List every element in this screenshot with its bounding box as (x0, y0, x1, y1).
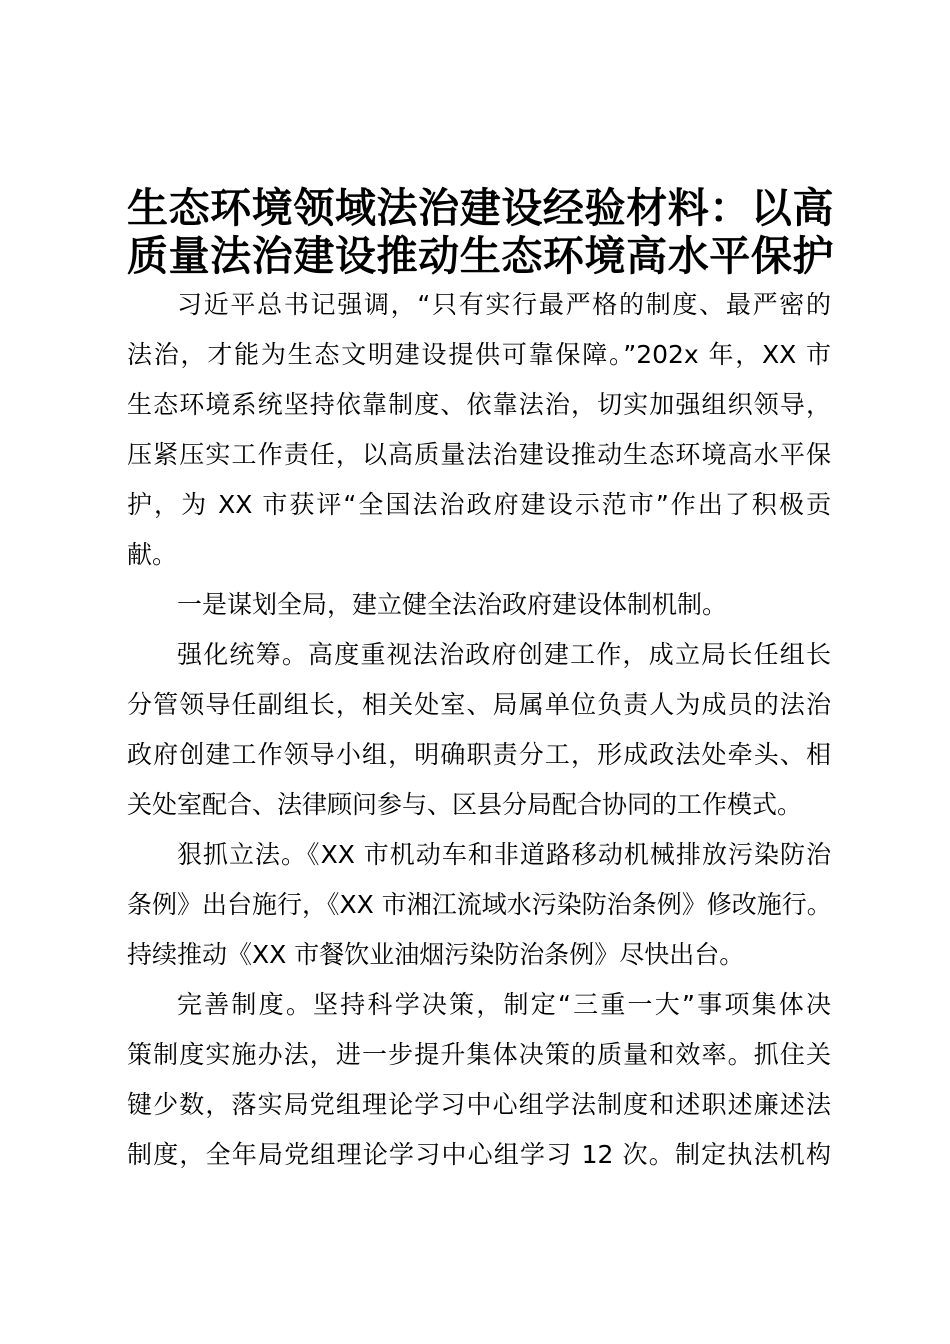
text-line: 生态环境系统坚持依靠制度、依靠法治，切实加强组织领导， (127, 390, 831, 419)
paragraph-section-heading (127, 580, 831, 630)
paragraph-intro (127, 280, 831, 580)
text-line: 献。 (127, 540, 178, 569)
text-line: 键少数，落实局党组理论学习中心组学法制度和述职述廉述法 (127, 1090, 831, 1119)
text-line: 关处室配合、法律顾问参与、区县分局配合协同的工作模式。 (127, 790, 803, 819)
text-line: 制度，全年局党组理论学习中心组学习 12 次。制定执法机构 (127, 1140, 831, 1169)
text-line: 完善制度。坚持科学决策，制定“三重一大”事项集体决 (177, 990, 831, 1019)
document-title (127, 184, 833, 280)
text-line: 压紧压实工作责任，以高质量法治建设推动生态环境高水平保 (127, 440, 831, 469)
text-line: 强化统筹。高度重视法治政府创建工作，成立局长任组长 (177, 640, 831, 669)
title-line: 生态环境领域法治建设经验材料：以高 (127, 184, 833, 232)
title-line: 质量法治建设推动生态环境高水平保护 (127, 232, 833, 280)
paragraph-legislation (127, 830, 831, 980)
text-line: 法治，才能为生态文明建设提供可靠保障。”202x 年，XX 市 (127, 340, 831, 369)
text-line: 持续推动《XX 市餐饮业油烟污染防治条例》尽快出台。 (127, 940, 745, 969)
text-line: 狠抓立法。《XX 市机动车和非道路移动机械排放污染防治 (177, 840, 831, 869)
paragraph-coordination (127, 630, 831, 830)
text-line: 护，为 XX 市获评“全国法治政府建设示范市”作出了积极贡 (127, 490, 831, 519)
section-heading: 一是谋划全局，建立健全法治政府建设体制机制。 (177, 590, 728, 619)
paragraph-system (127, 980, 831, 1180)
text-line: 习近平总书记强调，“只有实行最严格的制度、最严密的 (177, 290, 831, 319)
text-line: 分管领导任副组长，相关处室、局属单位负责人为成员的法治 (127, 690, 831, 719)
text-line: 条例》出台施行，《XX 市湘江流域水污染防治条例》修改施行。 (127, 890, 832, 919)
text-line: 政府创建工作领导小组，明确职责分工，形成政法处牵头、相 (127, 740, 831, 769)
document-body (127, 280, 831, 1180)
text-line: 策制度实施办法，进一步提升集体决策的质量和效率。抓住关 (127, 1040, 831, 1069)
